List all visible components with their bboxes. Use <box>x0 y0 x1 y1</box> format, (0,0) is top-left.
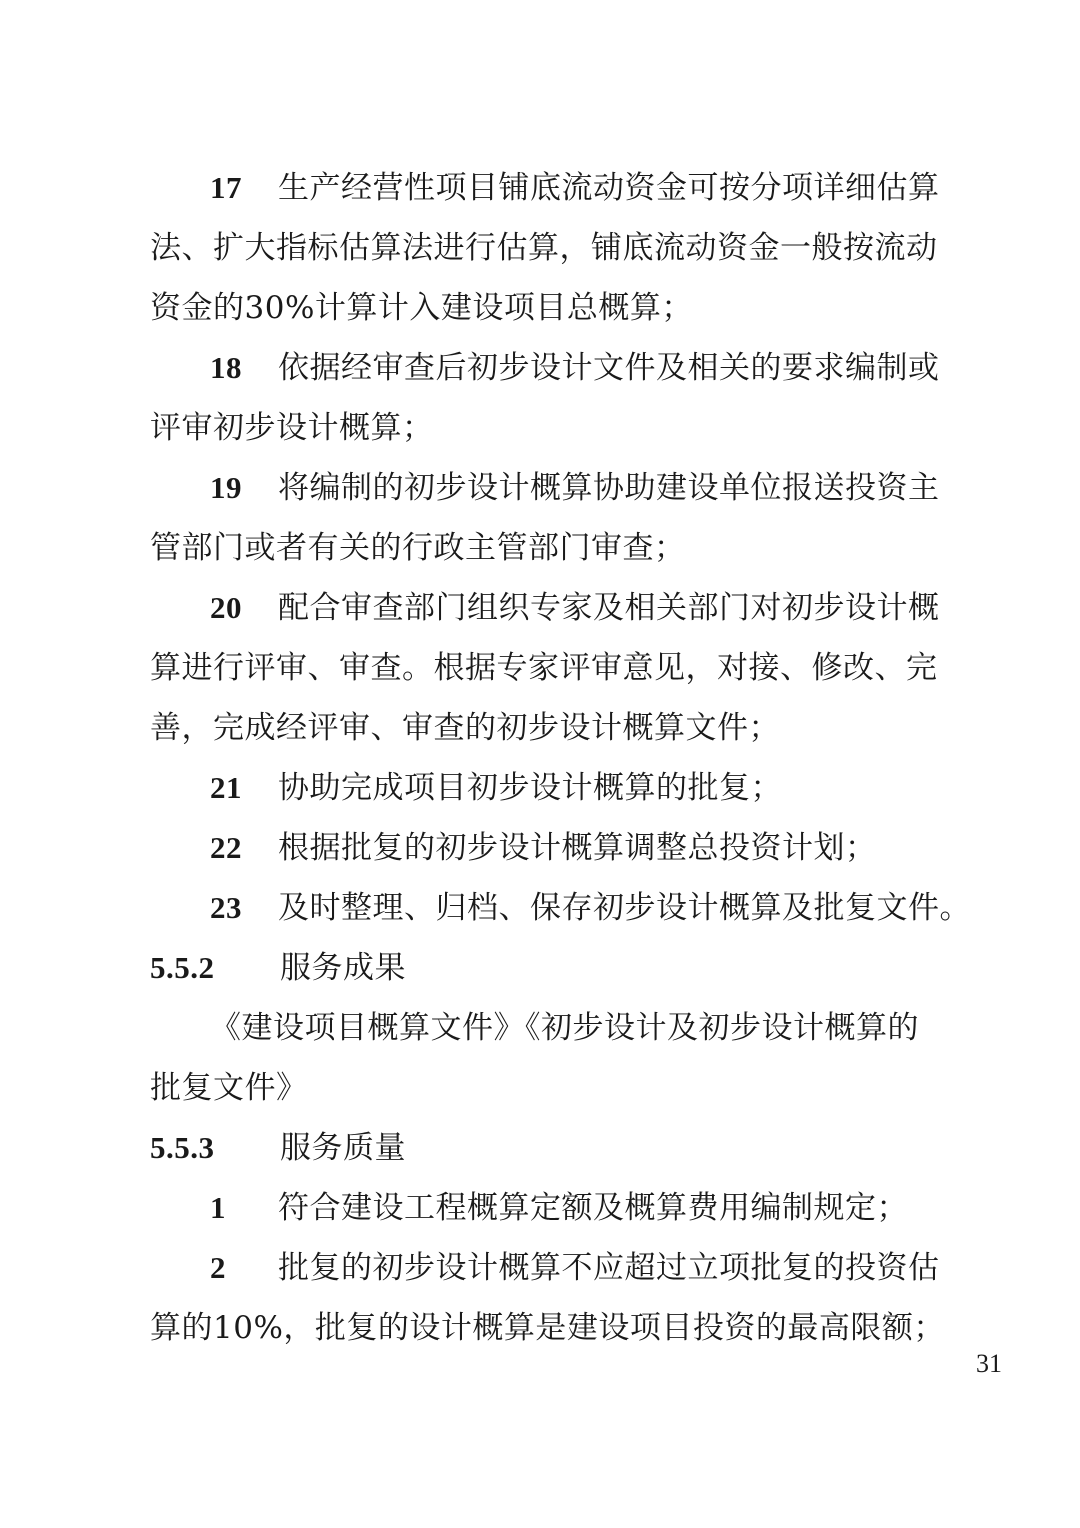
item-number: 19 <box>210 470 242 505</box>
item-text: 符合建设工程概算定额及概算费用编制规定； <box>278 1190 908 1226</box>
quality-item-2 <box>210 1248 990 1288</box>
item-number: 2 <box>210 1250 226 1285</box>
list-item-23 <box>210 888 990 928</box>
item-number: 23 <box>210 890 242 925</box>
item-19-continuation-1: 管部门或者有关的行政主管部门审查； <box>150 530 686 566</box>
page-number: 31 <box>976 1349 1002 1378</box>
list-item-20 <box>210 588 990 628</box>
item-text: 依据经审查后初步设计文件及相关的要求编制或 <box>278 350 940 386</box>
list-item-17 <box>210 168 990 208</box>
list-item-21 <box>210 768 990 808</box>
item-17-continuation-2: 资金的30%计算计入建设项目总概算； <box>150 290 693 326</box>
item-number: 21 <box>210 770 242 805</box>
item-text: 协助完成项目初步设计概算的批复； <box>278 770 782 806</box>
section-5-5-2-body-1: 《建设项目概算文件》《初步设计及初步设计概算的 <box>210 1010 919 1046</box>
item-text: 批复的初步设计概算不应超过立项批复的投资估 <box>278 1250 940 1286</box>
item-text: 及时整理、归档、保存初步设计概算及批复文件。 <box>278 890 971 926</box>
item-number: 22 <box>210 830 242 865</box>
item-text: 生产经营性项目铺底流动资金可按分项详细估算 <box>278 170 940 206</box>
item-18-continuation-1: 评审初步设计概算； <box>150 410 434 446</box>
section-number: 5.5.3 <box>150 1130 215 1165</box>
item-number: 1 <box>210 1190 226 1225</box>
item-number: 18 <box>210 350 242 385</box>
list-item-18 <box>210 348 990 388</box>
section-heading-5-5-2 <box>150 948 930 988</box>
item-number: 17 <box>210 170 242 205</box>
section-number: 5.5.2 <box>150 950 215 985</box>
item-20-continuation-2: 善，完成经评审、审查的初步设计概算文件； <box>150 710 780 746</box>
section-heading-5-5-3 <box>150 1128 930 1168</box>
quality-item-1 <box>210 1188 990 1228</box>
quality-item-2-continuation: 算的10%，批复的设计概算是建设项目投资的最高限额； <box>150 1310 945 1346</box>
item-text: 根据批复的初步设计概算调整总投资计划； <box>278 830 877 866</box>
item-number: 20 <box>210 590 242 625</box>
item-20-continuation-1: 算进行评审、审查。根据专家评审意见，对接、修改、完 <box>150 650 938 686</box>
item-text: 配合审查部门组织专家及相关部门对初步设计概 <box>278 590 940 626</box>
list-item-19 <box>210 468 990 508</box>
section-title: 服务成果 <box>280 950 406 986</box>
section-title: 服务质量 <box>280 1130 406 1166</box>
list-item-22 <box>210 828 990 868</box>
item-17-continuation-1: 法、扩大指标估算法进行估算，铺底流动资金一般按流动 <box>150 230 938 266</box>
item-text: 将编制的初步设计概算协助建设单位报送投资主 <box>278 470 940 506</box>
section-5-5-2-body-2: 批复文件》 <box>150 1070 308 1106</box>
